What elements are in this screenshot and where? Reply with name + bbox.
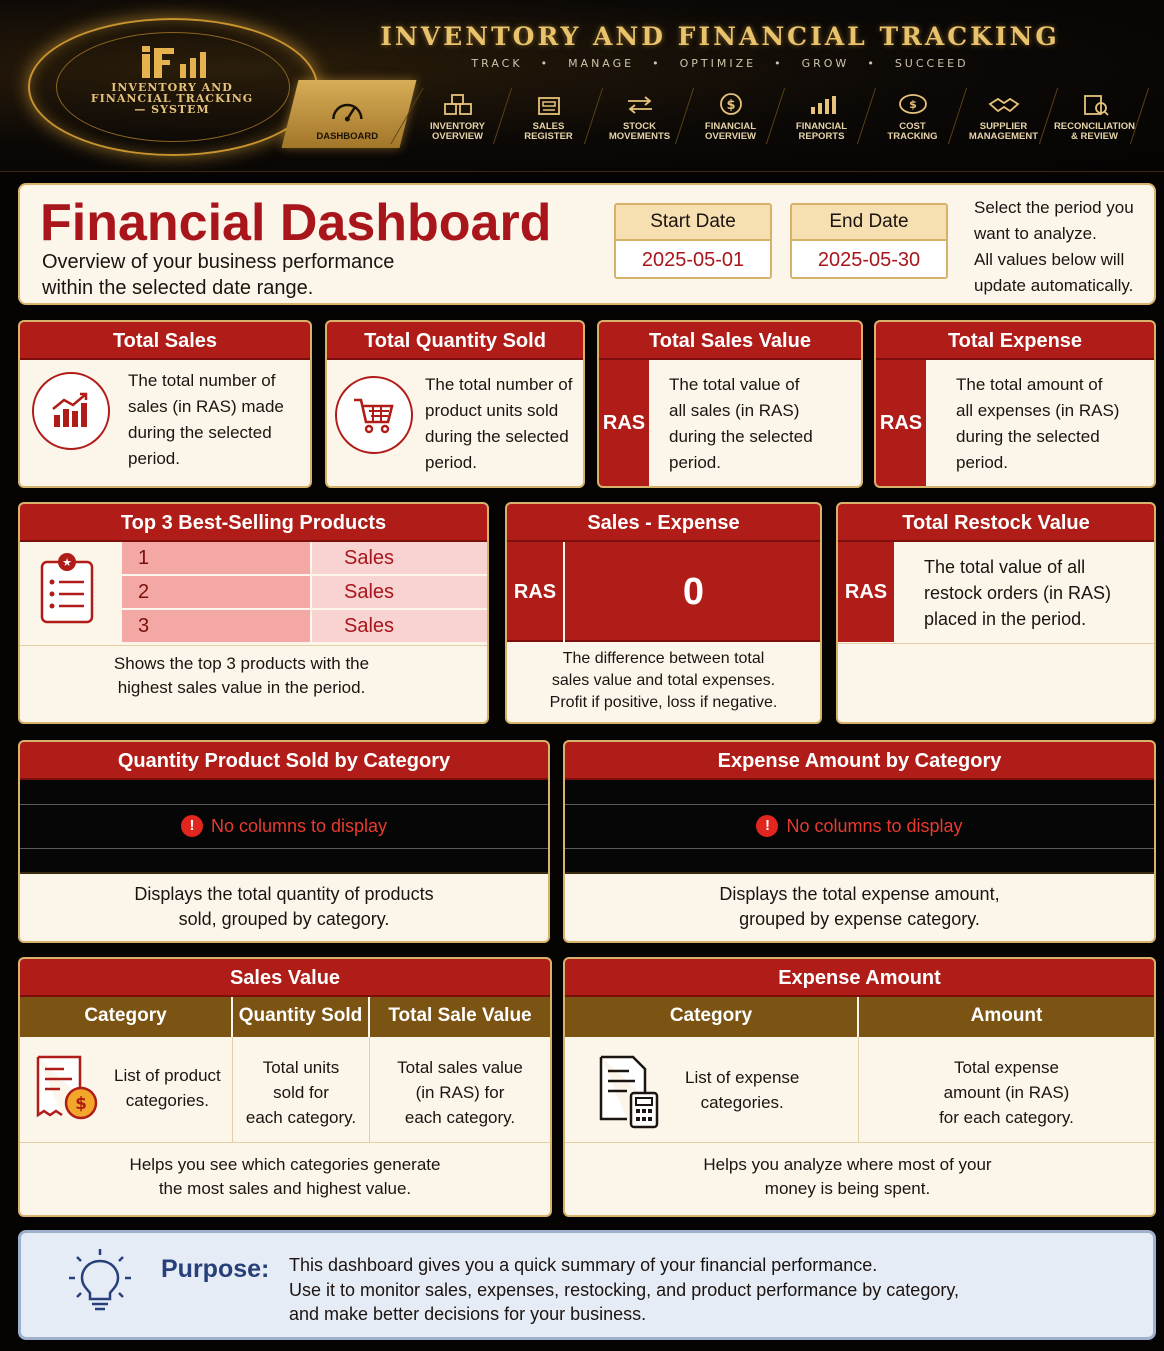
cell-line: each category.: [245, 1108, 357, 1127]
ras-unit-label: RAS: [507, 542, 565, 642]
total-sales-card: [18, 320, 312, 488]
table-row: [565, 1037, 1154, 1143]
cell-line: Total expense: [954, 1058, 1059, 1077]
review-icon: [1078, 94, 1112, 116]
svg-text:$: $: [75, 1094, 87, 1114]
nav-sales-register[interactable]: [503, 80, 594, 148]
tagline-grow: GROW: [801, 57, 850, 70]
nav-financial-overview[interactable]: [685, 80, 776, 148]
desc-line: sales value and total expenses.: [551, 672, 776, 689]
card-title: Expense Amount: [565, 959, 1154, 997]
tagline: [400, 57, 1040, 70]
desc-line: The total value of: [669, 375, 800, 394]
card-description: [128, 368, 284, 472]
cell-line: sold for: [273, 1083, 329, 1102]
card-description: [20, 646, 487, 700]
card-title: Total Expense: [876, 322, 1154, 360]
desc-line: Displays the total expense amount,: [719, 884, 1000, 904]
card-description: [20, 874, 548, 932]
empty-message-text: No columns to display: [210, 816, 388, 836]
tagline-track: TRACK: [471, 57, 523, 70]
grid-line: [20, 848, 548, 849]
warning-icon: !: [756, 815, 778, 837]
cell-line: (in RAS) for: [415, 1083, 505, 1102]
table-header: [565, 997, 1154, 1037]
tagline-dot: •: [652, 57, 662, 70]
purpose-line: and make better decisions for your business.: [289, 1304, 647, 1324]
table-row[interactable]: [122, 610, 488, 644]
logo-line-2: FINANCIAL TRACKING: [90, 92, 254, 105]
tagline-dot: •: [867, 57, 877, 70]
expense-by-category-card: [563, 740, 1156, 943]
column-header-category[interactable]: Category: [565, 997, 859, 1037]
note-line: update automatically.: [974, 276, 1134, 295]
purpose-text: [289, 1253, 1129, 1327]
desc-line: sales (in RAS) made: [128, 397, 284, 416]
card-description: [425, 372, 572, 476]
svg-text:★: ★: [62, 556, 72, 569]
sales-cell: Sales: [310, 542, 488, 574]
invoice-dollar-icon: [34, 1053, 100, 1123]
arrows-icon: [623, 94, 657, 116]
card-title: Total Restock Value: [838, 504, 1154, 542]
title-panel: [18, 183, 1156, 305]
nav-dashboard[interactable]: [282, 80, 417, 148]
nav-financial-reports[interactable]: [776, 80, 867, 148]
main-nav: [290, 80, 1160, 148]
ras-unit-label: RAS: [876, 360, 926, 486]
table-header: [20, 997, 550, 1037]
empty-table: [20, 780, 548, 874]
desc-line: period.: [128, 449, 180, 468]
sales-cell: Sales: [310, 576, 488, 608]
desc-line: grouped by expense category.: [739, 909, 980, 929]
document-calculator-icon: [597, 1053, 663, 1129]
cell-line: Total sales value: [397, 1058, 523, 1077]
cell-text: [114, 1063, 221, 1113]
logo-line-1: INVENTORY AND: [111, 81, 233, 94]
boxes-icon: [441, 94, 475, 116]
grid-line: [565, 848, 1154, 849]
tagline-succeed: SUCCEED: [894, 57, 969, 70]
total-expense-card: [874, 320, 1156, 488]
nav-label: STOCK MOVEMENTS: [608, 121, 671, 142]
period-note: [974, 195, 1152, 299]
card-title: Top 3 Best-Selling Products: [20, 504, 487, 542]
cost-coin-icon: [896, 92, 930, 116]
desc-line: period.: [425, 453, 477, 472]
desc-line: all sales (in RAS): [669, 401, 800, 420]
bar-chart-icon: [805, 94, 839, 116]
ras-unit-label: RAS: [599, 360, 649, 486]
ras-unit-label: RAS: [838, 542, 894, 642]
column-header-amount[interactable]: Amount: [970, 1005, 1043, 1026]
empty-message: [565, 814, 1154, 838]
logo-text: [82, 82, 262, 115]
start-date-label: Start Date: [616, 205, 770, 241]
desc-line: the most sales and highest value.: [158, 1179, 412, 1198]
sales-cell: Sales: [310, 610, 488, 642]
desc-line: highest sales value in the period.: [117, 678, 366, 697]
dollar-coin-icon: [714, 92, 748, 116]
nav-label: SALES REGISTER: [524, 121, 573, 142]
start-date-field[interactable]: [614, 203, 772, 279]
nav-label: DASHBOARD: [316, 131, 379, 142]
total-sales-value-card: [597, 320, 863, 488]
desc-line: product units sold: [425, 401, 559, 420]
tagline-manage: MANAGE: [568, 57, 635, 70]
total-quantity-card: [325, 320, 585, 488]
grid-line: [20, 804, 548, 805]
card-title: Quantity Product Sold by Category: [20, 742, 548, 780]
sales-value-table-card: [18, 957, 552, 1217]
sales-growth-icon: [32, 372, 110, 450]
desc-line: restock orders (in RAS): [924, 583, 1112, 603]
svg-text:$: $: [908, 98, 917, 111]
logo-icon: [140, 44, 212, 80]
subtitle-line: within the selected date range.: [42, 277, 314, 299]
nav-label: FINANCIAL OVERVIEW: [704, 121, 757, 142]
checklist-award-icon: [38, 552, 96, 624]
desc-line: sold, grouped by category.: [178, 909, 390, 929]
card-description: [956, 372, 1119, 476]
card-title: Total Sales Value: [599, 322, 861, 360]
category-cell: [20, 1037, 233, 1142]
grid-line: [565, 804, 1154, 805]
desc-line: Helps you see which categories generate: [129, 1155, 441, 1174]
table-row[interactable]: [122, 576, 488, 610]
desc-line: all expenses (in RAS): [956, 401, 1120, 420]
table-row: [20, 1037, 550, 1143]
empty-message-text: No columns to display: [786, 816, 963, 836]
amount-cell: [859, 1037, 1154, 1142]
empty-message: [20, 814, 548, 838]
profit-value: 0: [682, 570, 705, 613]
card-description: [565, 874, 1154, 932]
nav-label: SUPPLIER MANAGEMENT: [968, 121, 1039, 142]
cell-line: categories.: [700, 1093, 784, 1112]
cell-line: List of expense: [685, 1068, 800, 1087]
top3-table: [122, 542, 488, 644]
desc-line: The total number of: [425, 375, 573, 394]
svg-text:$: $: [725, 98, 736, 113]
desc-line: The total number of: [128, 371, 276, 390]
end-date-value[interactable]: 2025-05-30: [792, 241, 946, 279]
desc-line: placed in the period.: [924, 609, 1087, 629]
purpose-line: This dashboard gives you a quick summary of your financial performance.: [289, 1255, 878, 1275]
desc-line: during the selected: [128, 423, 272, 442]
qty-by-category-card: [18, 740, 550, 943]
note-line: want to analyze.: [974, 224, 1097, 243]
end-date-field[interactable]: [790, 203, 948, 279]
logo-line-3: — SYSTEM: [134, 103, 210, 116]
card-description: [565, 1143, 1154, 1201]
handshake-icon: [987, 94, 1021, 116]
cell-line: List of product: [114, 1066, 221, 1085]
desc-line: Displays the total quantity of products: [134, 884, 434, 904]
purpose-panel: [18, 1230, 1156, 1340]
cell-text: [685, 1065, 799, 1115]
desc-line: period.: [669, 453, 721, 472]
purpose-line: Use it to monitor sales, expenses, restocking, and product performance by category,: [289, 1279, 959, 1300]
desc-line: The total value of all: [924, 557, 1086, 577]
sales-minus-expense-card: [505, 502, 822, 724]
end-date-label: End Date: [792, 205, 946, 241]
nav-inventory-overview[interactable]: [412, 80, 503, 148]
tagline-dot: •: [540, 57, 551, 70]
app-title: INVENTORY AND FINANCIAL TRACKING: [380, 22, 1060, 51]
empty-table: [565, 780, 1154, 874]
page-subtitle: [42, 249, 462, 301]
card-description: [669, 372, 813, 476]
expense-table-card: [563, 957, 1156, 1217]
desc-line: Shows the top 3 products with the: [113, 654, 370, 673]
desc-line: during the selected: [669, 427, 813, 446]
nav-label: RECONCILIATION & REVIEW: [1053, 121, 1136, 142]
desc-line: during the selected: [425, 427, 569, 446]
desc-line: The total amount of: [956, 375, 1103, 394]
subtitle-line: Overview of your business performance: [42, 251, 395, 273]
rank-cell: 1: [122, 542, 310, 574]
note-line: Select the period you: [974, 198, 1134, 217]
lightbulb-icon: [67, 1247, 133, 1313]
nav-supplier-management[interactable]: [958, 80, 1049, 148]
column-header-total-value[interactable]: Total Sale Value: [388, 1005, 532, 1026]
cell-line: each category.: [404, 1108, 516, 1127]
rank-cell: 3: [122, 610, 310, 642]
nav-label: COST TRACKING: [887, 121, 938, 142]
card-title: Sales Value: [20, 959, 550, 997]
note-line: All values below will: [974, 250, 1125, 269]
column-header-quantity[interactable]: Quantity Sold: [233, 997, 370, 1037]
start-date-value[interactable]: 2025-05-01: [616, 241, 770, 279]
cell-line: categories.: [125, 1091, 209, 1110]
cell-line: Total units: [262, 1058, 340, 1077]
cell-line: amount (in RAS): [943, 1083, 1070, 1102]
card-title: Total Quantity Sold: [327, 322, 583, 360]
restock-value-card: [836, 502, 1156, 724]
cell-line: for each category.: [939, 1108, 1074, 1127]
card-title: Expense Amount by Category: [565, 742, 1154, 780]
table-row[interactable]: [122, 542, 488, 576]
card-description: [924, 554, 1111, 632]
nav-label: FINANCIAL REPORTS: [795, 121, 848, 142]
card-description: [507, 642, 820, 714]
quantity-cell: [233, 1037, 370, 1142]
desc-line: The difference between total: [562, 650, 765, 667]
desc-line: money is being spent.: [764, 1179, 931, 1198]
rank-cell: 2: [122, 576, 310, 608]
category-cell: [565, 1037, 859, 1142]
card-title: Total Sales: [20, 322, 310, 360]
tagline-dot: •: [774, 57, 784, 70]
page-title: Financial Dashboard: [40, 194, 552, 252]
purpose-label: Purpose:: [161, 1255, 270, 1283]
nav-label: INVENTORY OVERVIEW: [430, 121, 485, 142]
nav-reconciliation-review[interactable]: [1049, 80, 1140, 148]
warning-icon: !: [181, 815, 203, 837]
register-icon: [532, 94, 566, 116]
nav-stock-movements[interactable]: [594, 80, 685, 148]
card-title: Sales - Expense: [507, 504, 820, 542]
app-header: [0, 0, 1164, 172]
top3-products-card: [18, 502, 489, 724]
desc-line: Profit if positive, loss if negative.: [549, 694, 778, 711]
desc-line: period.: [956, 453, 1008, 472]
tagline-optimize: OPTIMIZE: [679, 57, 757, 70]
card-description: [20, 1143, 550, 1201]
desc-line: Helps you analyze where most of your: [703, 1155, 992, 1174]
desc-line: during the selected: [956, 427, 1100, 446]
column-header-category[interactable]: Category: [20, 997, 233, 1037]
shopping-cart-icon: [335, 376, 413, 454]
value-cell: [370, 1037, 550, 1142]
nav-cost-tracking[interactable]: [867, 80, 958, 148]
speedometer-icon: [330, 99, 364, 123]
